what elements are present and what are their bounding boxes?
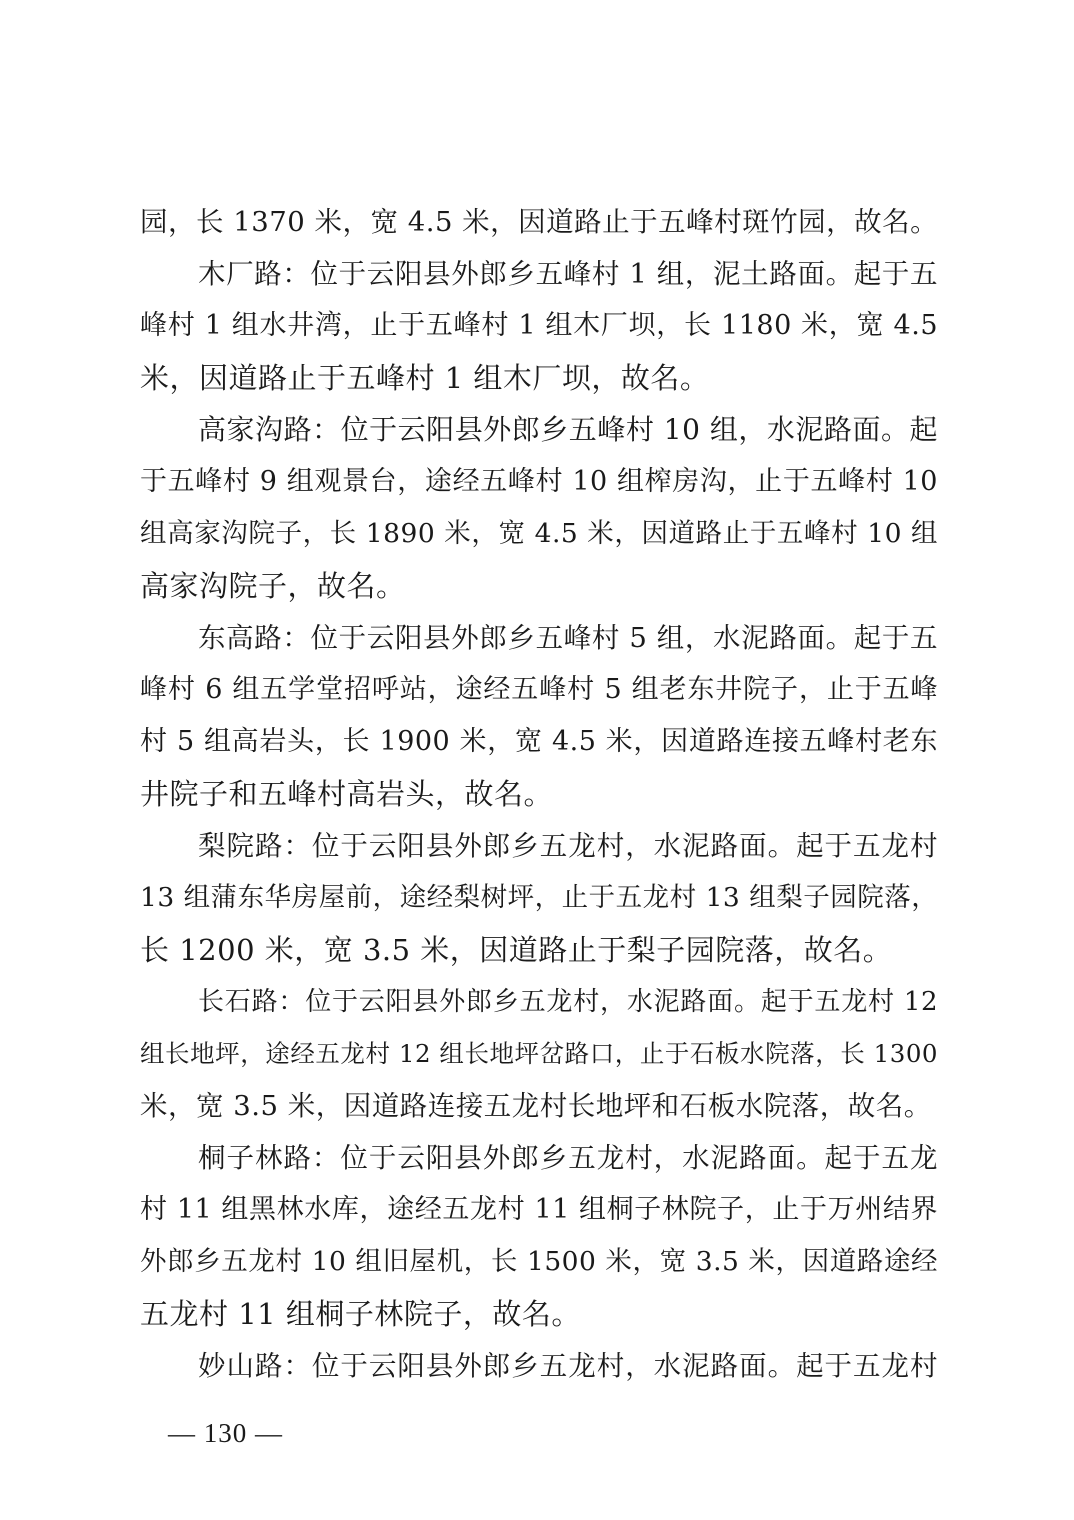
text-line — [140, 196, 938, 248]
text-line-content: 米，因道路止于五峰村 1 组木厂坝，故名。 — [140, 361, 710, 395]
text-line-content: 井院子和五峰村高岩头，故名。 — [140, 777, 554, 811]
text-line-content: 于五峰村 9 组观景台，途经五峰村 10 组榨房沟，止于五峰村 10 — [140, 466, 938, 497]
text-line — [140, 456, 938, 508]
text-line-content: 峰村 1 组水井湾，止于五峰村 1 组木厂坝，长 1180 米，宽 4.5 — [140, 310, 938, 341]
page-number: — 130 — — [168, 1418, 283, 1448]
text-line — [140, 872, 938, 924]
text-line — [140, 820, 938, 872]
text-line — [140, 716, 938, 768]
text-line-content: 高家沟院子，故名。 — [140, 569, 406, 603]
text-line — [140, 612, 938, 664]
text-line — [140, 976, 938, 1028]
text-line-content: 五龙村 11 组桐子林院子，故名。 — [140, 1297, 581, 1331]
text-line-content: 长 1200 米，宽 3.5 米，因道路止于梨子园院落，故名。 — [140, 933, 893, 967]
text-line — [140, 352, 938, 404]
text-line-content: 东高路：位于云阳县外郎乡五峰村 5 组，水泥路面。起于五 — [198, 622, 938, 654]
text-line — [140, 508, 938, 560]
text-line-content: 米，宽 3.5 米，因道路连接五龙村长地坪和石板水院落，故名。 — [140, 1090, 932, 1122]
text-line-content: 园，长 1370 米，宽 4.5 米，因道路止于五峰村斑竹园，故名。 — [140, 206, 939, 238]
text-line-content: 梨院路：位于云阳县外郎乡五龙村，水泥路面。起于五龙村 — [198, 830, 938, 862]
text-line — [140, 1184, 938, 1236]
text-line-content: 13 组蒲东华房屋前，途经梨树坪，止于五龙村 13 组梨子园院落， — [140, 882, 939, 913]
text-line-content: 高家沟路：位于云阳县外郎乡五峰村 10 组，水泥路面。起 — [198, 413, 938, 446]
text-line-content: 木厂路：位于云阳县外郎乡五峰村 1 组，泥土路面。起于五 — [198, 258, 938, 290]
text-line-content: 桐子林路：位于云阳县外郎乡五龙村，水泥路面。起于五龙 — [198, 1142, 938, 1174]
text-line-content: 妙山路：位于云阳县外郎乡五龙村，水泥路面。起于五龙村 — [198, 1350, 938, 1382]
text-line-content: 长石路：位于云阳县外郎乡五龙村，水泥路面。起于五龙村 12 — [198, 987, 938, 1017]
text-line — [140, 768, 938, 820]
text-line-content: 组高家沟院子，长 1890 米，宽 4.5 米，因道路止于五峰村 10 组 — [140, 518, 938, 549]
text-line — [140, 1028, 938, 1080]
text-line — [140, 560, 938, 612]
body-text — [140, 196, 938, 1392]
text-line-content: 外郎乡五龙村 10 组旧屋机，长 1500 米，宽 3.5 米，因道路途经 — [140, 1246, 938, 1277]
text-line — [140, 1340, 938, 1392]
text-line — [140, 1132, 938, 1184]
text-line-content: 峰村 6 组五学堂招呼站，途经五峰村 5 组老东井院子，止于五峰 — [140, 674, 938, 705]
text-line — [140, 248, 938, 300]
text-line — [140, 300, 938, 352]
text-line — [140, 1080, 938, 1132]
text-line — [140, 1236, 938, 1288]
text-line-content: 村 5 组高岩头，长 1900 米，宽 4.5 米，因道路连接五峰村老东 — [140, 726, 938, 757]
text-line — [140, 404, 938, 456]
text-line-content: 村 11 组黑林水库，途经五龙村 11 组桐子林院子，止于万州结界 — [140, 1194, 938, 1225]
text-line — [140, 664, 938, 716]
text-line-content: 组长地坪，途经五龙村 12 组长地坪岔路口，止于石板水院落，长 1300 — [140, 1039, 938, 1068]
text-line — [140, 924, 938, 976]
text-line — [140, 1288, 938, 1340]
